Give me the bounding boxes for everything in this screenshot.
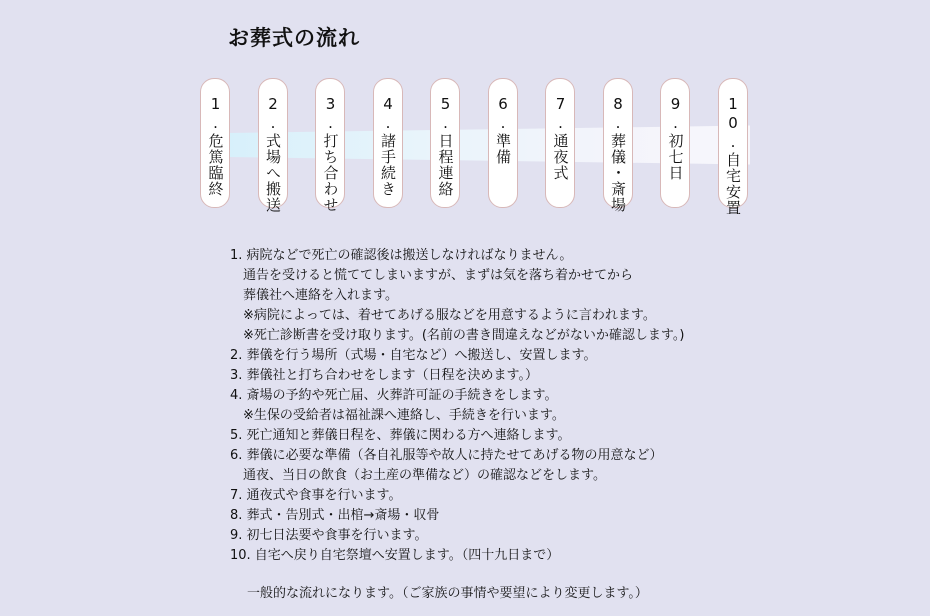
flow-step-2[interactable] [258,78,288,213]
flow-step-5[interactable] [430,78,460,208]
flow-step-label: 2.式場へ搬送 [264,95,282,213]
flow-step-label: 7.通夜式 [551,95,570,181]
flow-step-label: 4.諸手続き [379,95,397,197]
detail-note-line: ※死亡診断書を受け取ります。(名前の書き間違えなどがないか確認します。) [243,328,685,343]
detail-note-line: 通夜、当日の飲食（お土産の準備など）の確認などをします。 [243,468,606,483]
flow-step-9[interactable] [660,78,690,208]
detail-step-line: 5. 死亡通知と葬儀日程を、葬儀に関わる方へ連絡します。 [230,428,571,443]
funeral-steps-detail-list [230,246,870,566]
flow-step-label: 8.葬儀・斎場 [609,95,627,213]
flow-step-label: 1.危篤臨終 [206,95,225,197]
footer-note: 一般的な流れになります。（ご家族の事情や要望により変更します。） [247,586,648,601]
detail-step-line: 1. 病院などで死亡の確認後は搬送しなければなりません。 [230,248,573,263]
flow-step-8[interactable] [603,78,633,213]
flow-step-1[interactable] [200,78,230,208]
funeral-flow-chart [198,78,750,216]
detail-note-line: ※生保の受給者は福祉課へ連絡し、手続きを行います。 [243,408,565,423]
detail-step-line: 4. 斎場の予約や死亡届、火葬許可証の手続きをします。 [230,388,558,403]
flow-step-7[interactable] [545,78,575,208]
detail-step-line: 2. 葬儀を行う場所（式場・自宅など）へ搬送し、安置します。 [230,348,597,363]
detail-step-line: 8. 葬式・告別式・出棺→斎場・収骨 [230,508,440,523]
flow-step-6[interactable] [488,78,518,208]
flow-step-label: 3.打ち合わせ [321,95,340,213]
detail-note-line: 葬儀社へ連絡を入れます。 [243,288,398,303]
detail-note-line: 通告を受けると慌ててしまいますが、まずは気を落ち着かせてから [243,268,634,283]
detail-step-line: 9. 初七日法要や食事を行います。 [230,528,428,543]
page-title: お葬式の流れ [228,26,360,50]
flow-step-label: 6.準備 [494,95,512,165]
flow-step-label: 9.初七日 [666,95,685,181]
detail-step-line: 6. 葬儀に必要な準備（各自礼服等や故人に持たせてあげる物の用意など） [230,448,663,463]
flow-step-10[interactable] [718,78,748,216]
detail-note-line: ※病院によっては、着せてあげる服などを用意するように言われます。 [243,308,656,323]
flow-step-label: 10.自宅安置 [724,95,742,216]
flow-step-3[interactable] [315,78,345,213]
detail-step-line: 10. 自宅へ戻り自宅祭壇へ安置します。（四十九日まで） [230,548,560,563]
detail-step-line: 7. 通夜式や食事を行います。 [230,488,402,503]
flow-step-4[interactable] [373,78,403,208]
flow-step-label: 5.日程連絡 [436,95,455,197]
detail-step-line: 3. 葬儀社と打ち合わせをします（日程を決めます。） [230,368,538,383]
